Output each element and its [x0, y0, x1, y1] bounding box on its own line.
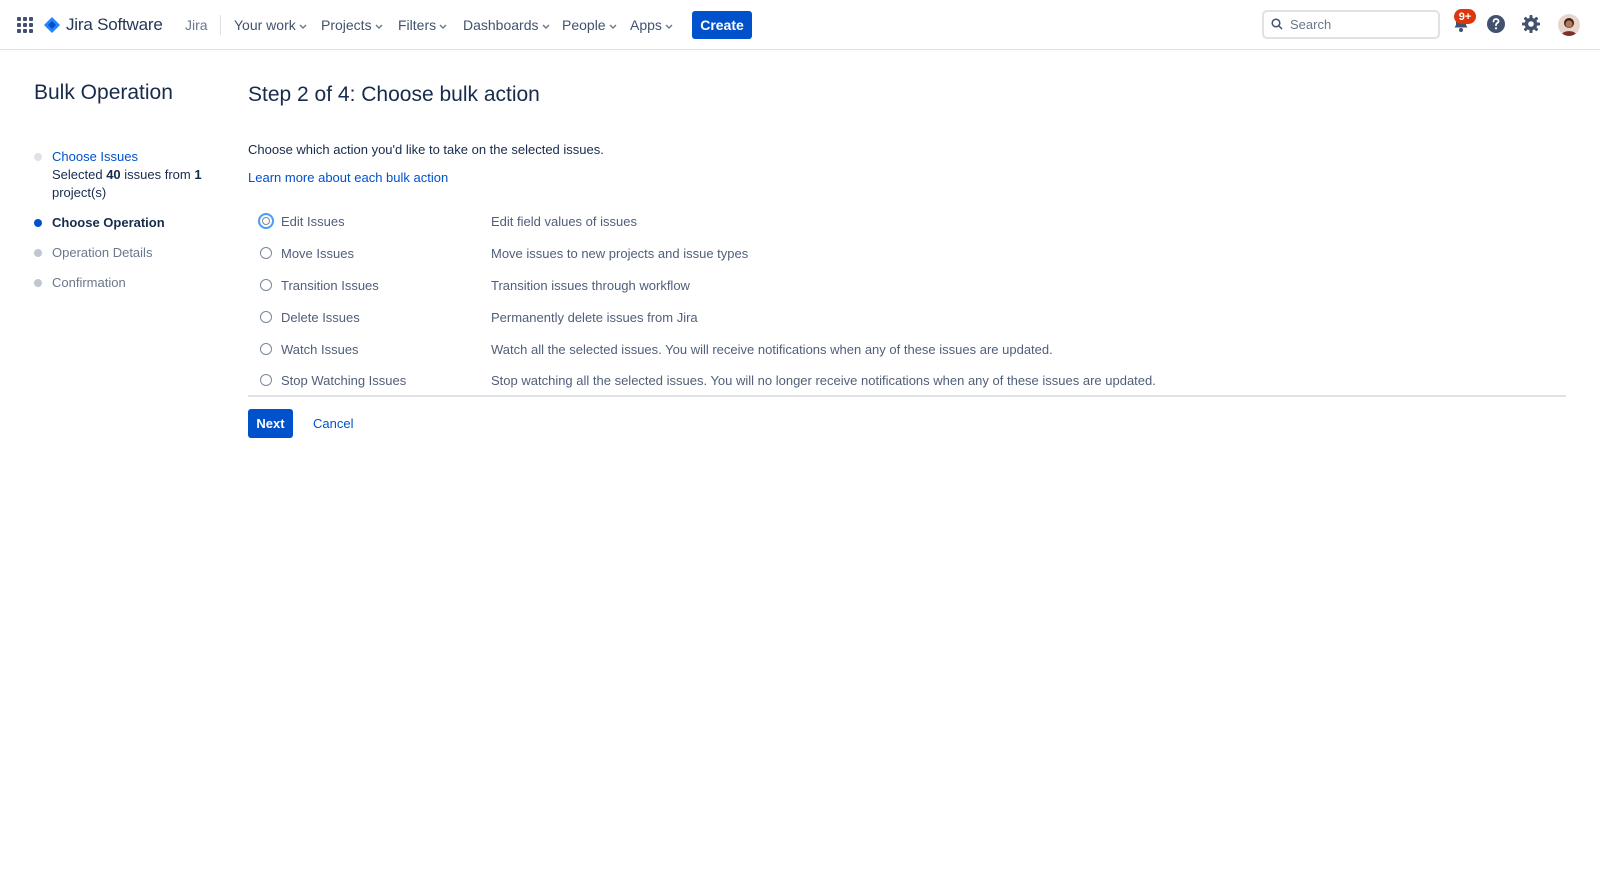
grid-icon[interactable]: [17, 17, 33, 33]
menu-people[interactable]: [562, 17, 617, 33]
option-edit-issues: [248, 205, 1566, 237]
menu-filters[interactable]: [398, 17, 447, 33]
project-count: 1: [194, 167, 202, 182]
menu-dashboards[interactable]: [463, 17, 550, 33]
jira-logo-icon: [44, 17, 60, 33]
step-indicator: [34, 279, 42, 287]
step-label: Confirmation: [52, 275, 126, 290]
step-operation-details: [34, 244, 214, 262]
option-description: Watch all the selected issues. You will receive notifications when any of these issues are updated.: [491, 341, 1053, 357]
option-description: Permanently delete issues from Jira: [491, 309, 698, 325]
option-stop-watching-issues: [248, 365, 1566, 395]
option-label[interactable]: Stop Watching Issues: [281, 372, 407, 388]
option-description: Move issues to new projects and issue types: [491, 245, 749, 261]
option-label[interactable]: Transition Issues: [281, 277, 379, 293]
option-label[interactable]: Delete Issues: [281, 309, 360, 325]
page-title: Bulk Operation: [34, 81, 173, 104]
radio-edit-issues[interactable]: [258, 213, 274, 229]
search-input[interactable]: [1290, 17, 1430, 32]
gear-icon: [1521, 14, 1541, 37]
option-label[interactable]: Watch Issues: [281, 341, 359, 357]
menu-apps[interactable]: [630, 17, 673, 33]
option-transition-issues: [248, 269, 1566, 301]
radio-stop-watching-issues[interactable]: [260, 374, 272, 386]
brand-name: Jira Software: [66, 15, 163, 34]
chevron-down-icon: [542, 17, 550, 33]
step-choose-issues: [34, 148, 214, 202]
next-button[interactable]: Next: [248, 409, 293, 438]
radio-transition-issues[interactable]: [260, 279, 272, 291]
top-navigation: [0, 0, 1600, 50]
nav-divider: [220, 15, 221, 35]
menu-label: People: [562, 17, 606, 33]
user-avatar[interactable]: [1558, 14, 1580, 36]
bulk-action-options: [248, 205, 1566, 397]
menu-label: Your work: [234, 17, 296, 33]
cancel-link[interactable]: Cancel: [313, 416, 354, 431]
step-confirmation: [34, 274, 214, 292]
intro-text: Choose which action you'd like to take on the selected issues.: [248, 142, 604, 157]
learn-more-link[interactable]: Learn more about each bulk action: [248, 170, 449, 185]
help-button[interactable]: [1484, 13, 1508, 37]
step-indicator: [34, 249, 42, 257]
step-list: [34, 148, 214, 292]
option-label[interactable]: Edit Issues: [281, 213, 345, 229]
settings-button[interactable]: [1519, 13, 1543, 37]
radio-watch-issues[interactable]: [260, 343, 272, 355]
summary-text: Selected: [52, 167, 107, 182]
help-icon: [1486, 14, 1506, 37]
radio-delete-issues[interactable]: [260, 311, 272, 323]
step-label: Operation Details: [52, 245, 153, 260]
chevron-down-icon: [375, 17, 383, 33]
chevron-down-icon: [609, 17, 617, 33]
issue-count: 40: [106, 167, 121, 182]
option-label[interactable]: Move Issues: [281, 245, 354, 261]
option-watch-issues: [248, 333, 1566, 365]
step-indicator: [34, 153, 42, 161]
step-label: Choose Operation: [52, 215, 165, 230]
step-title: Step 2 of 4: Choose bulk action: [248, 83, 540, 106]
menu-label: Apps: [630, 17, 662, 33]
step-indicator: [34, 219, 42, 227]
search-box[interactable]: [1262, 10, 1440, 39]
step-summary: [52, 166, 214, 202]
chevron-down-icon: [439, 17, 447, 33]
option-move-issues: [248, 237, 1566, 269]
jira-logo[interactable]: [44, 14, 163, 36]
create-button[interactable]: Create: [692, 11, 752, 39]
option-description: Stop watching all the selected issues. You will no longer receive notifications when any of these issues are updated.: [491, 372, 1156, 388]
menu-your-work[interactable]: [234, 17, 307, 33]
menu-label: Filters: [398, 17, 437, 33]
notification-badge: 9+: [1454, 9, 1476, 24]
step-link-choose-issues[interactable]: Choose Issues: [52, 149, 138, 164]
search-icon: [1264, 17, 1283, 33]
radio-move-issues[interactable]: [260, 247, 272, 259]
menu-projects[interactable]: [321, 17, 383, 33]
menu-label: Dashboards: [463, 17, 539, 33]
product-name[interactable]: Jira: [185, 17, 208, 33]
summary-text: issues from: [120, 167, 195, 182]
summary-text: project(s): [52, 185, 107, 200]
option-description: Transition issues through workflow: [491, 277, 690, 293]
chevron-down-icon: [299, 17, 307, 33]
step-choose-operation: [34, 214, 214, 232]
option-description: Edit field values of issues: [491, 213, 637, 229]
option-delete-issues: [248, 301, 1566, 333]
menu-label: Projects: [321, 17, 372, 33]
chevron-down-icon: [665, 17, 673, 33]
